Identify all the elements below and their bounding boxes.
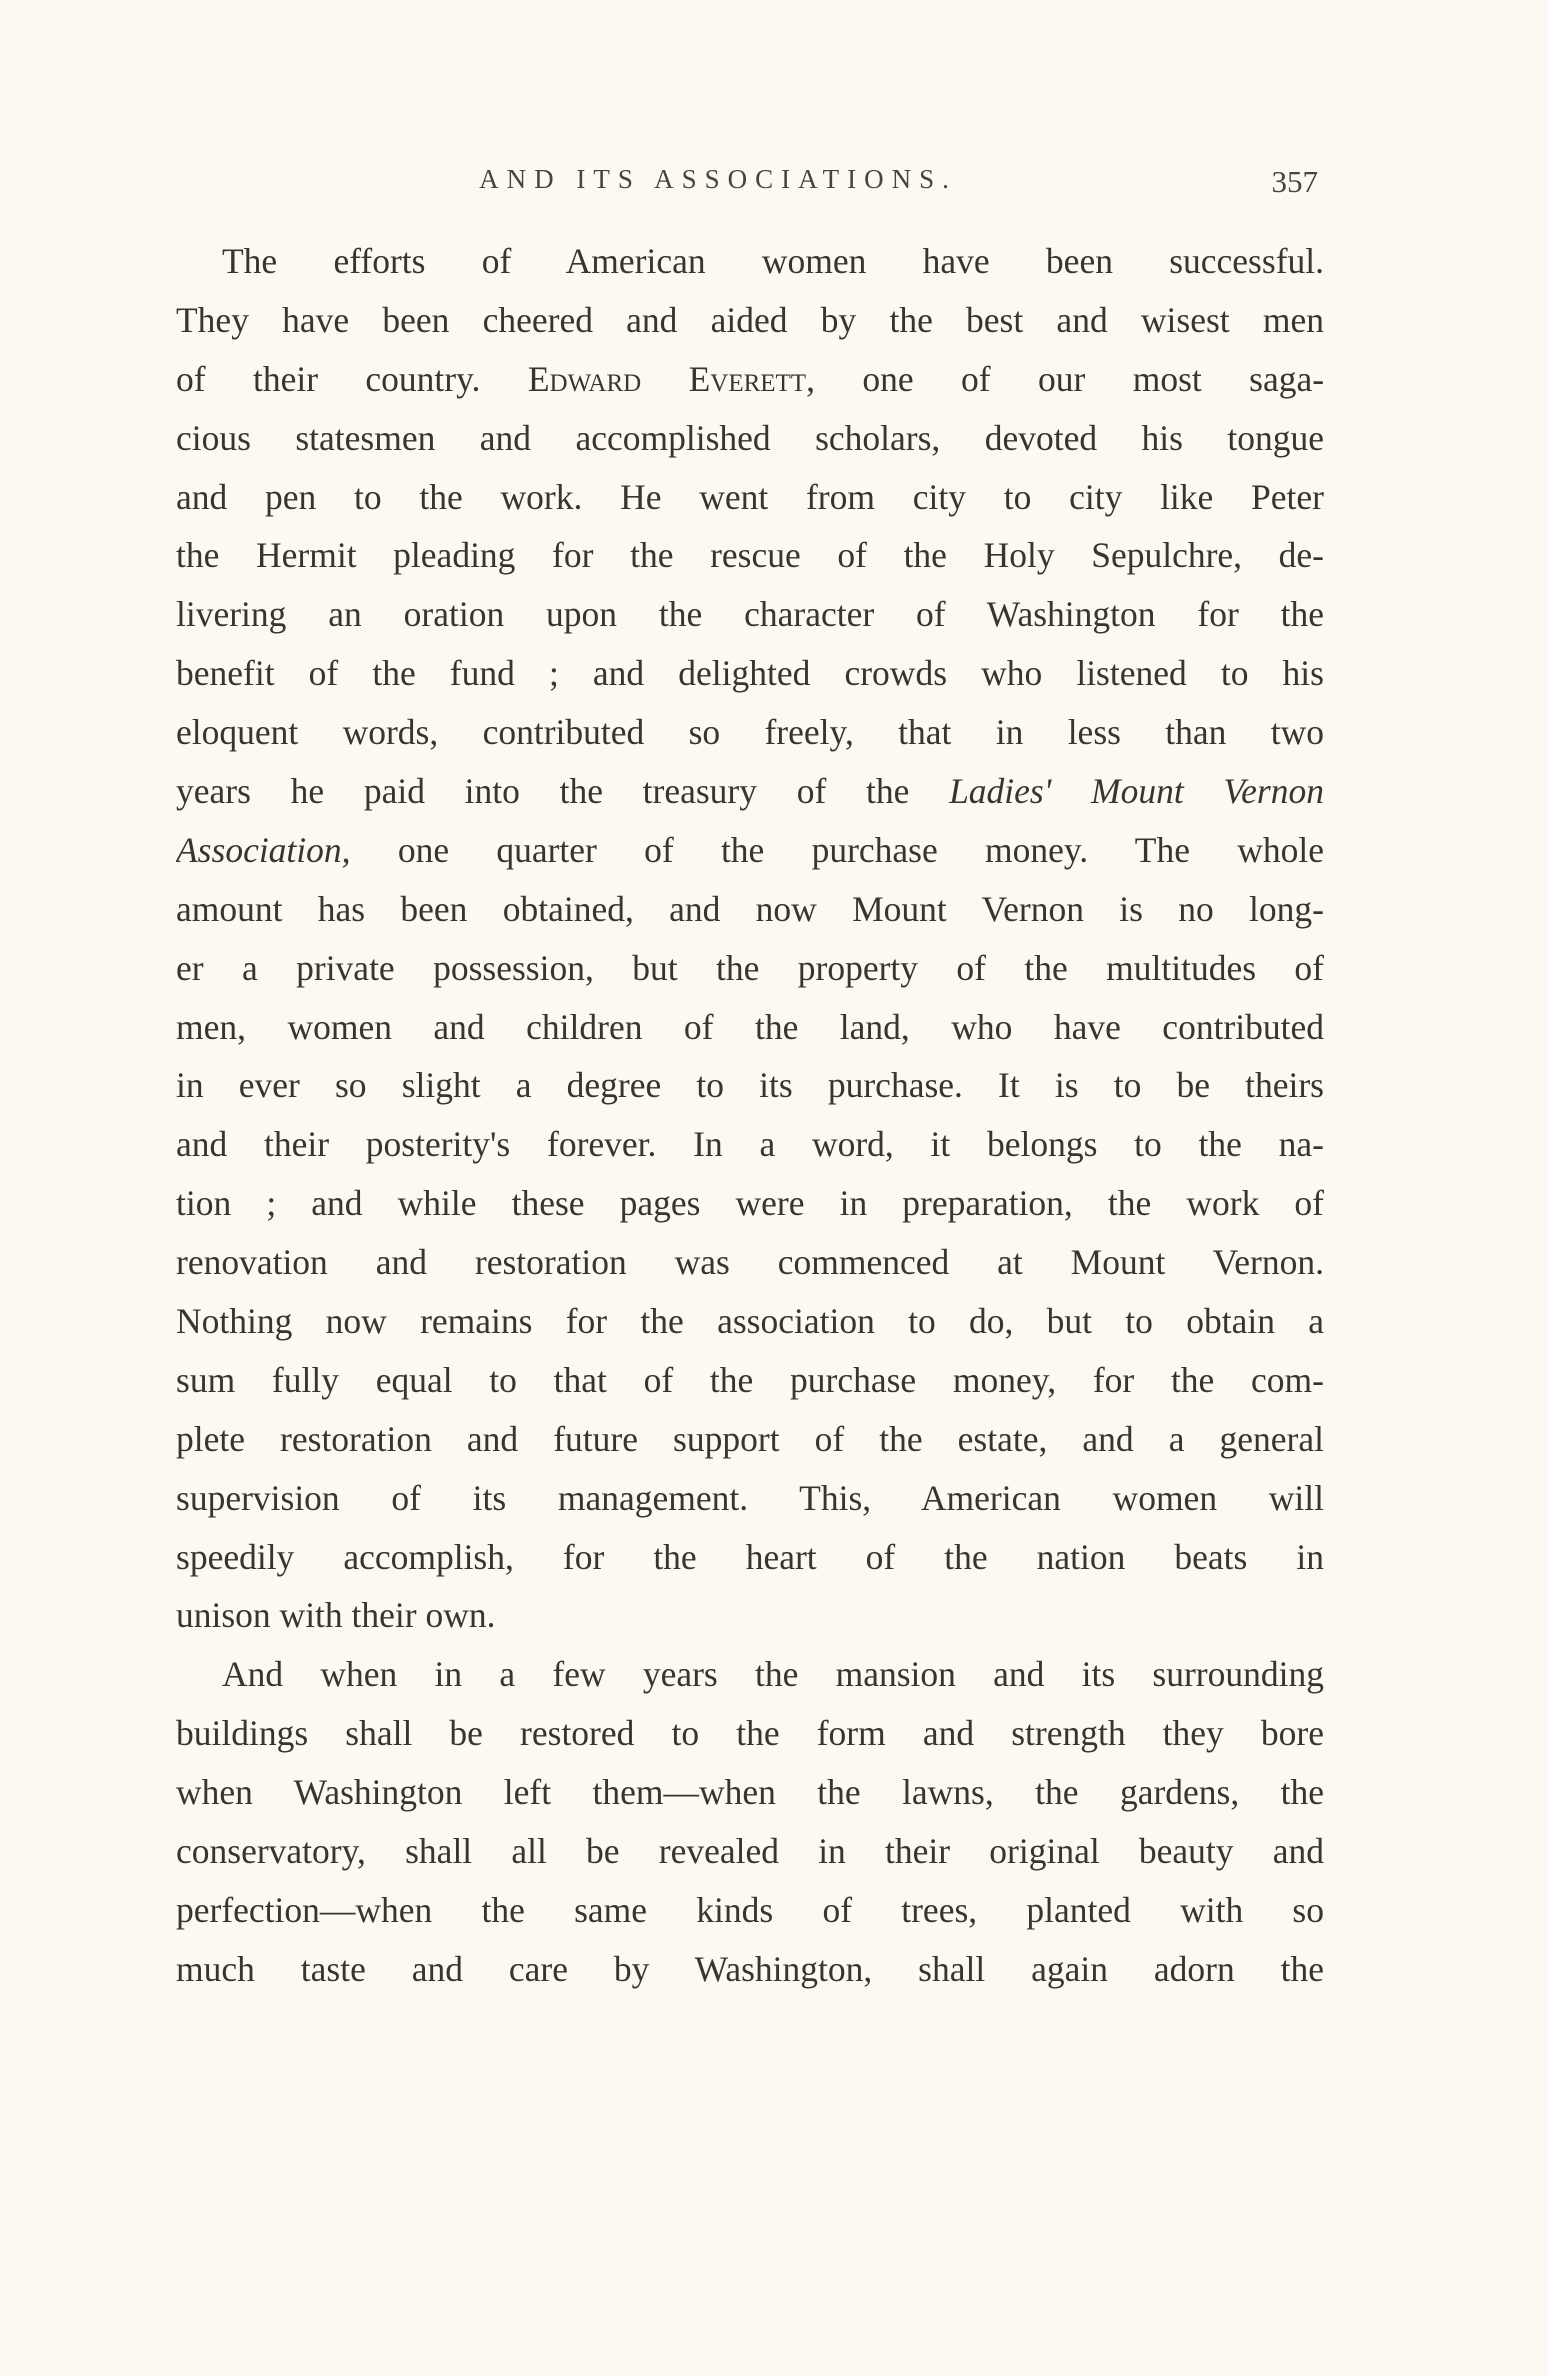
text-line: unison with their own. [176,1595,496,1636]
text-fragment: one quarter of the purchase money. The whole [397,829,1324,870]
text-line: much taste and care by Washington, shall again adorn the [176,1948,1324,1989]
running-title: AND ITS ASSOCIATIONS. [479,164,957,194]
text-line: speedily accomplish, for the heart of the nation beats in [176,1536,1324,1577]
text-line: And when in a few years the mansion and its surrounding [222,1654,1324,1695]
text-fragment: of their country. [176,358,481,399]
running-head [178,164,1318,214]
text-line: cious statesmen and accomplished scholars, devoted his tongue [176,417,1324,458]
text-line: sum fully equal to that of the purchase money, for the com- [176,1359,1324,1400]
text-line: in ever so slight a degree to its purchase. It is to be theirs [176,1065,1324,1106]
text-line: the Hermit pleading for the rescue of the Holy Sepulchre, de- [176,535,1324,576]
text-line: supervision of its management. This, American women will [176,1477,1324,1518]
text-line: livering an oration upon the character of Washington for the [176,594,1324,635]
text-line: when Washington left them—when the lawns, the gardens, the [176,1772,1324,1813]
text-line: perfection—when the same kinds of trees, planted with so [176,1889,1324,1930]
text-line: er a private possession, but the property of the multitudes of [176,947,1324,988]
text-fragment: one of our most saga- [862,358,1324,399]
text-line [176,350,1324,409]
text-line: and their posterity's forever. In a word, it belongs to the na- [176,1124,1324,1165]
text-fragment: years he paid into the treasury of the [176,771,910,812]
italic-title: Association, [176,829,351,870]
body-text [176,232,1324,1999]
text-line: benefit of the fund ; and delighted crowds who listened to his [176,653,1324,694]
text-line: men, women and children of the land, who have contributed [176,1006,1324,1047]
text-line: amount has been obtained, and now Mount Vernon is no long- [176,888,1324,929]
text-line: eloquent words, contributed so freely, that in less than two [176,712,1324,753]
text-line: Nothing now remains for the association to do, but to obtain a [176,1301,1324,1342]
text-line: conservatory, shall all be revealed in their original beauty and [176,1831,1324,1872]
page-number: 357 [1271,164,1318,199]
text-line: renovation and restoration was commenced at Mount Vernon. [176,1242,1324,1283]
text-line: plete restoration and future support of the estate, and a general [176,1418,1324,1459]
text-line: tion ; and while these pages were in preparation, the work of [176,1183,1324,1224]
text-line [176,821,1324,880]
text-line: and pen to the work. He went from city to city like Peter [176,476,1324,517]
person-name: Edward Everett, [527,358,815,399]
text-line: The efforts of American women have been successful. [222,241,1324,281]
italic-title: Ladies' Mount Vernon [949,771,1324,812]
text-line [176,762,1324,821]
text-line: They have been cheered and aided by the best and wisest men [176,299,1324,340]
text-line: buildings shall be restored to the form and strength they bore [176,1713,1324,1754]
